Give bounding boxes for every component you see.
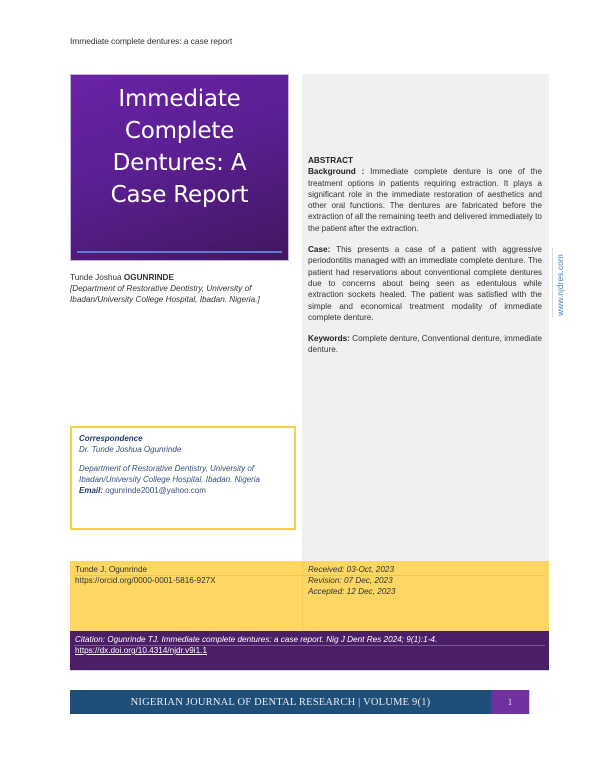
citation-text: Citation: Ogunrinde TJ. Immediate complete dentures: a case report. Nig J Dent Res 2024; 9(1):1-4. [75,635,438,644]
author-given-names: Tunde Joshua [70,273,122,282]
author-block [70,272,302,305]
email-label: Email: [79,486,104,495]
correspondence-email-row [79,485,287,496]
title-divider [77,251,282,253]
keywords-text: Complete denture, Conventional denture, immediate denture. [308,334,542,355]
running-header: Immediate complete dentures: a case report [70,36,233,46]
abstract-background: Background : Immediate complete denture is one of the treatment options in patients requiring extraction. It plays a significant role in the immediate restoration of aesthetics and other oral functions. The dentures are fabricated before the extraction of all the remaining teeth and delivered immediately to the patient after the extraction. [308,167,542,233]
received-date: Received: 03-Oct, 2023 [308,565,395,574]
page-number-box [491,690,530,714]
abstract-body [308,155,542,366]
keywords-label: Keywords [308,334,348,344]
correspondence-heading: Correspondence [79,434,143,443]
orcid-block [75,564,216,586]
abstract-column [302,74,549,561]
journal-name: NIGERIAN JOURNAL OF DENTAL RESEARCH | VOLUME 9(1) [130,696,431,708]
email-link[interactable]: ogunrinde2001@yahoo.com [105,486,206,495]
case-text: This presents a case of a patient with aggressive periodontitis managed with an immediate complete denture. The patient had reservations about conventional complete dentures due to concerns about being seen as edentulous while extraction sockets healed. The patient was satisfied with the simple and economical treatment modality of immediate complete denture. [308,245,542,322]
title-line: Case Report [110,182,249,208]
correspondence-department: Department of Restorative Dentistry, University of Ibadan/University College Hospital, Ibadan. Nigeria [79,464,260,484]
title-box [70,74,289,261]
dates-block [308,564,395,597]
abstract-heading: ABSTRACT [308,156,354,165]
title-line: Complete [124,118,235,144]
article-title [71,83,288,211]
page-number: 1 [507,697,513,707]
citation-block [75,634,544,656]
info-divider [302,561,303,631]
correspondence-name: Dr. Tunde Joshua Ogunrinde [79,445,182,454]
author-name [70,272,302,283]
journal-footer [70,690,491,714]
background-label: Background [308,167,356,177]
background-text: Immediate complete denture is one of the treatment options in patients requiring extraction. It plays a significant role in the immediate restoration of aesthetics and other oral functions. The dentures are fabricated before the extraction of all the remaining teeth and delivered immediately to the patient after the extraction. [308,167,542,233]
title-line: Immediate [118,86,241,112]
journal-url-sidebar[interactable] [552,248,567,318]
journal-url-link[interactable]: www.njdres.com [555,254,565,316]
author-affiliation: [Department of Restorative Dentistry, University of Ibadan/University College Hospital, Ibadan. Nigeria.] [70,284,260,304]
abstract-case [308,244,542,323]
doi-link[interactable]: https://dx.doi.org/10.4314/njdr.v9i1.1 [75,646,207,655]
abstract-keywords: Keywords: Complete denture, Conventional denture, immediate denture. [308,334,542,355]
revision-date: Revision: 07 Dec, 2023 [308,576,393,585]
title-line: Dentures: A [112,150,247,176]
case-label: Case: [308,245,331,255]
correspondence-box [70,426,296,530]
citation-band [70,631,549,671]
author-surname: OGUNRINDE [123,273,174,282]
article-info-band [70,561,549,631]
orcid-author-name: Tunde J. Ogunrinde [75,565,148,574]
accepted-date: Accepted: 12 Dec, 2023 [308,587,396,596]
orcid-link[interactable]: https://orcid.org/0000-0001-5816-927X [75,576,216,585]
